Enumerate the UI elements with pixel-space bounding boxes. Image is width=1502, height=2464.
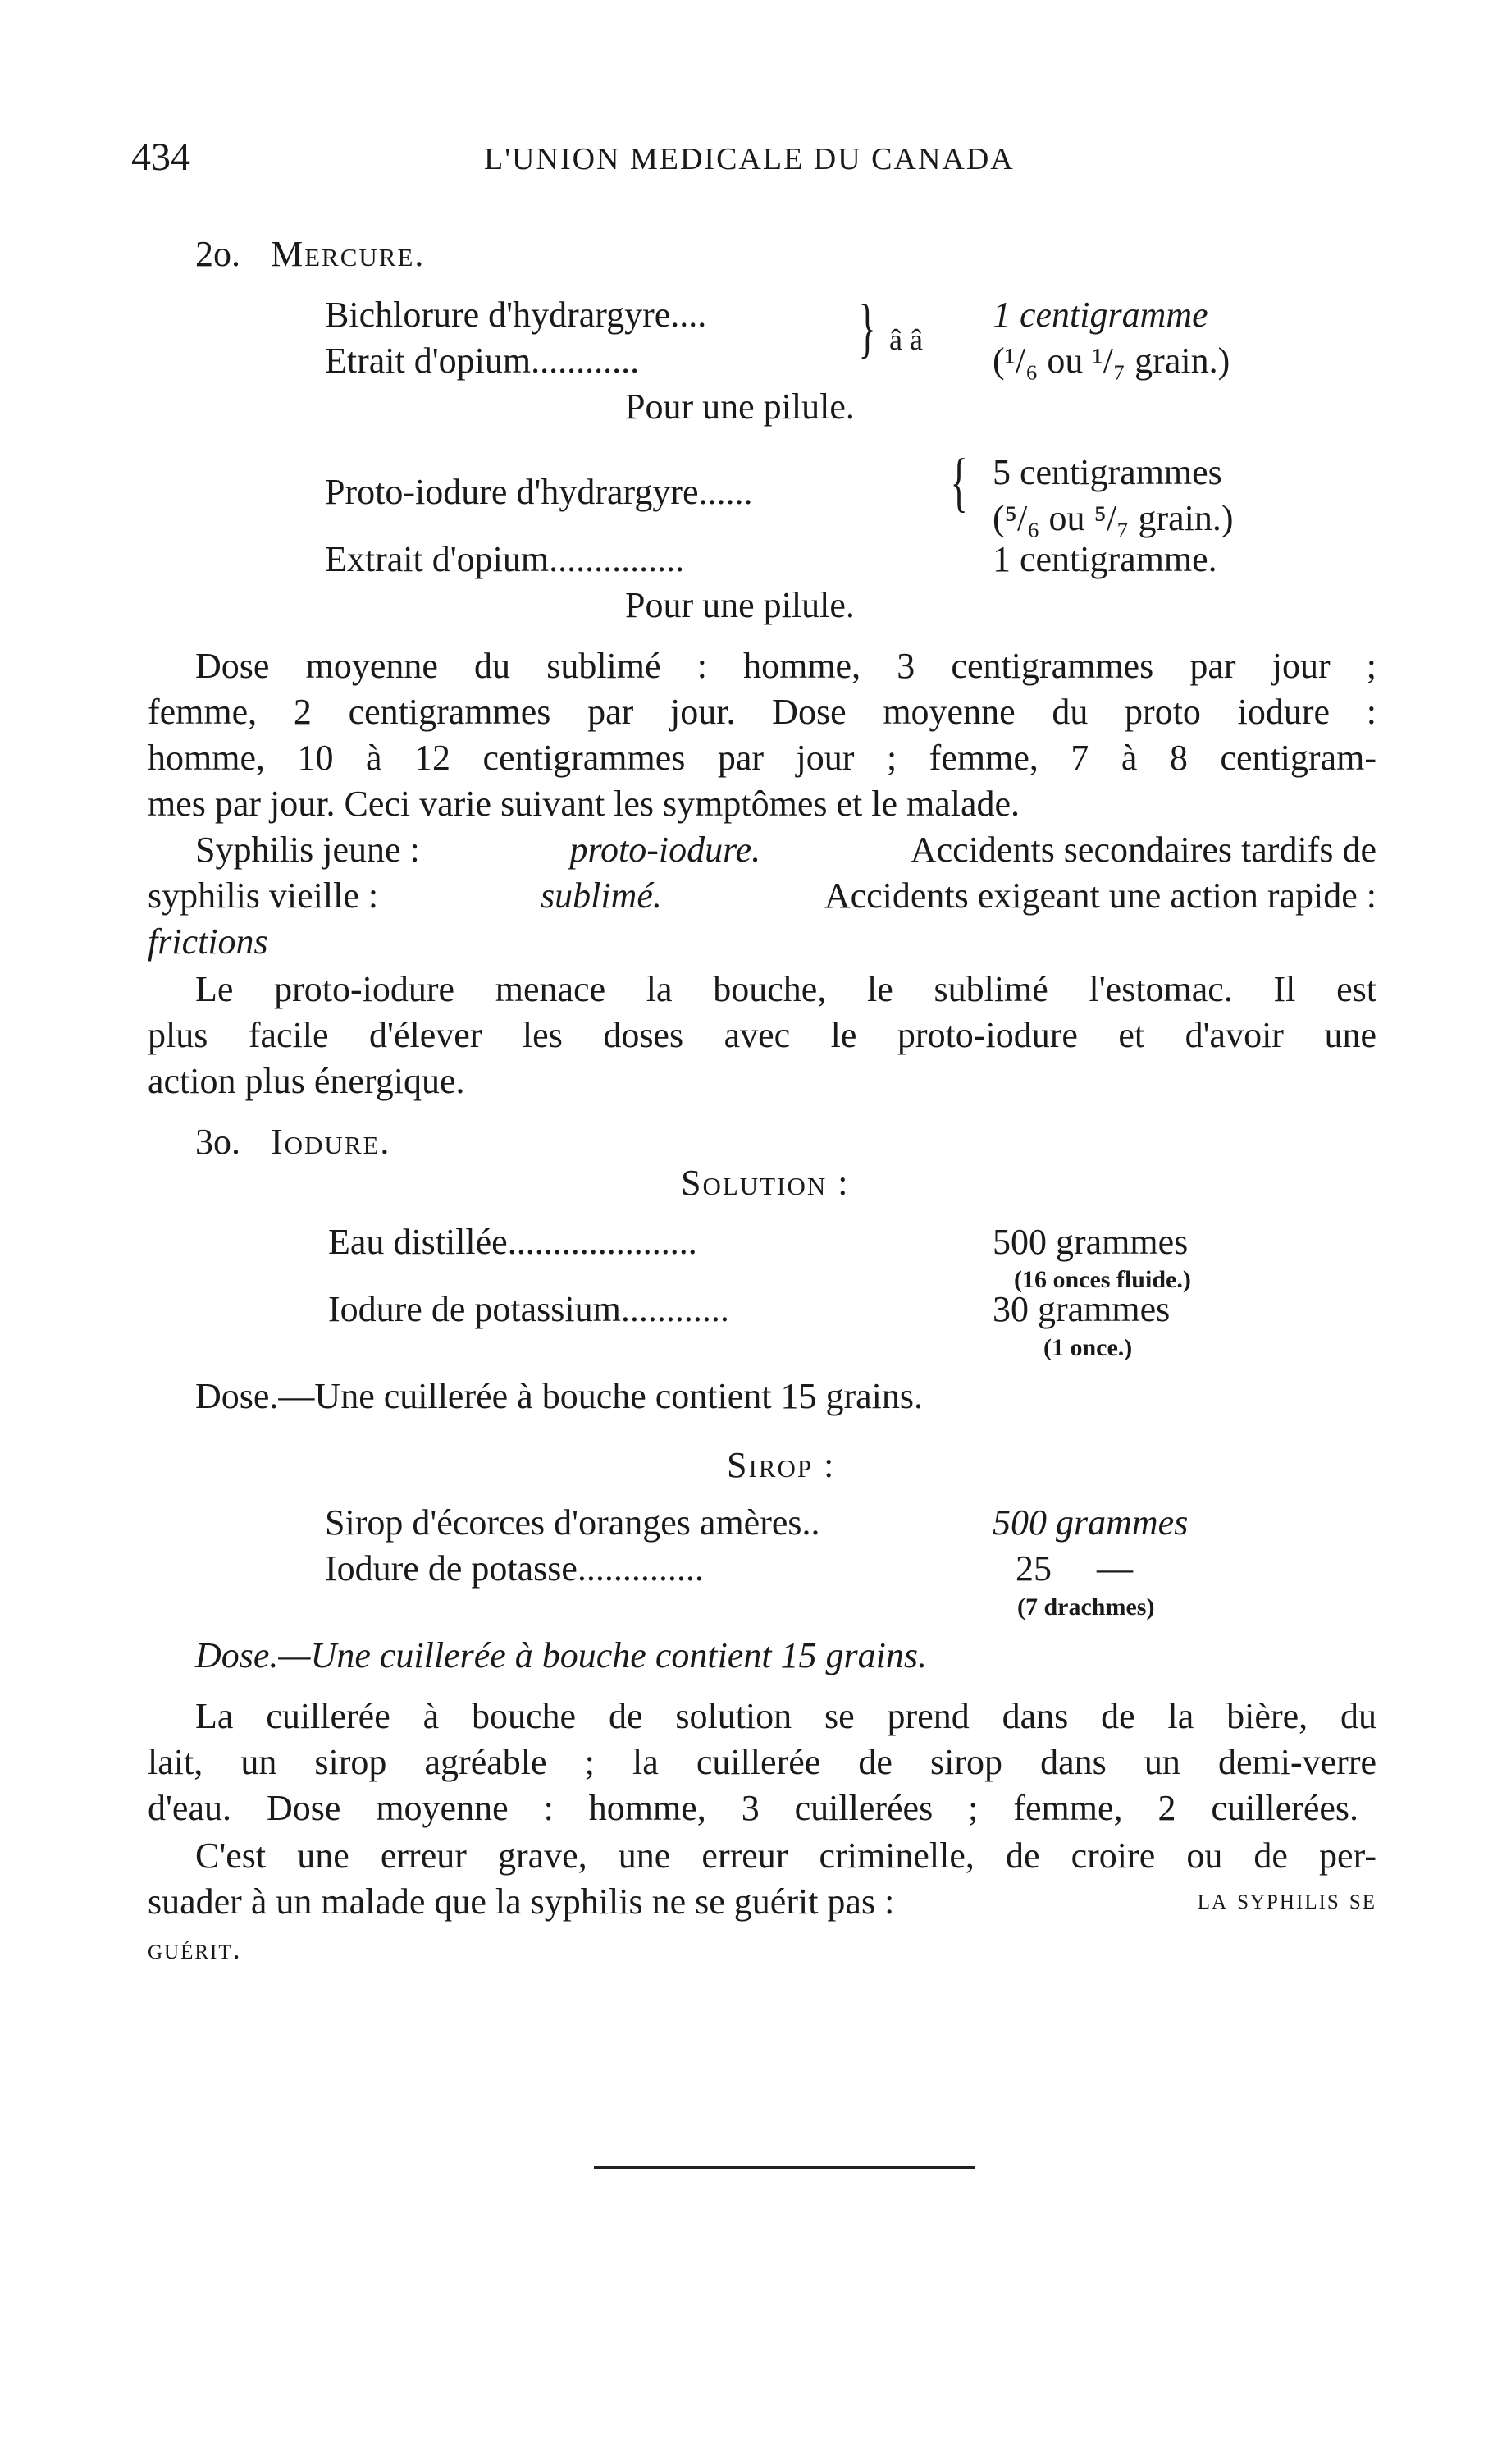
- para5-l2-b: la syphilis se: [1197, 1882, 1376, 1915]
- rx1-brace: }: [858, 292, 876, 364]
- sirop-title: Sirop :: [727, 1445, 836, 1485]
- para1-line4: mes par jour. Ceci varie suivant les symptômes et le malade.: [148, 784, 1020, 824]
- para2-l1-b: proto-iodure.: [569, 830, 761, 870]
- sirop-dose: Dose.—Une cuillerée à bouche contient 15 grains.: [195, 1635, 928, 1675]
- solution-kI-qty: 30 grammes: [993, 1289, 1171, 1329]
- para1-line3: homme, 10 à 12 centigrammes par jour ; femme, 7 à 8 centigram-: [148, 738, 1376, 778]
- rx2-line1-qty-a: 5 centigrammes: [993, 452, 1222, 492]
- rx2-brace: {: [950, 446, 968, 519]
- para1-line1: Dose moyenne du sublimé : homme, 3 centigrammes par jour ;: [195, 646, 1376, 686]
- solution-dose: Dose.—Une cuillerée à bouche contient 15 grains.: [195, 1376, 924, 1416]
- rx2-note: Pour une pilule.: [625, 585, 855, 625]
- rx1-line1-name: Bichlorure d'hydrargyre....: [325, 295, 707, 335]
- closing-rule: [594, 2166, 975, 2169]
- sirop-l1-qty: 500 grammes: [993, 1502, 1189, 1543]
- solution-kI-name: Iodure de potassium............: [328, 1289, 729, 1329]
- sirop-l2-name: Iodure de potasse..............: [325, 1548, 704, 1589]
- para2-l2-c: Accidents exigeant une action rapide :: [824, 875, 1376, 916]
- rx1-qty2: (¹/₆ ou ¹/₇ grain.): [993, 341, 1230, 381]
- para5-line1: C'est une erreur grave, une erreur criminelle, de croire ou de per-: [195, 1835, 1376, 1876]
- solution-eau-name: Eau distillée.....................: [328, 1222, 697, 1262]
- para2-l1-a: Syphilis jeune :: [195, 830, 420, 870]
- solution-eau-qty: 500 grammes: [993, 1222, 1189, 1262]
- para2-line1: [195, 832, 1376, 868]
- page-number: 434: [131, 135, 190, 179]
- solution-kI-sub: (1 once.): [1043, 1334, 1133, 1361]
- section-heading-iodure: Iodure.: [271, 1122, 391, 1162]
- para2-line2: [148, 875, 1376, 916]
- para4-line3: d'eau. Dose moyenne : homme, 3 cuillerées ; femme, 2 cuillerées.: [148, 1788, 1358, 1828]
- solution-title: Solution :: [681, 1163, 850, 1203]
- rx1-aa: â â: [889, 323, 923, 356]
- para5-l2-a: suader à un malade que la syphilis ne se guérit pas :: [148, 1881, 895, 1922]
- para2-l2-b: sublimé.: [541, 875, 662, 916]
- running-title: L'UNION MEDICALE DU CANADA: [484, 142, 1015, 176]
- rx1-line2-name: Etrait d'opium............: [325, 341, 640, 381]
- section-number-mercure: 2o.: [195, 234, 240, 274]
- rx1-note: Pour une pilule.: [625, 386, 855, 427]
- rx2-line2-qty: 1 centigramme.: [993, 539, 1217, 579]
- para2-l1-c: Accidents secondaires tardifs de: [910, 830, 1376, 870]
- sirop-l2-sub: (7 drachmes): [1017, 1593, 1155, 1621]
- para3-line1: Le proto-iodure menace la bouche, le sublimé l'estomac. Il est: [195, 969, 1376, 1009]
- para4-line1: La cuillerée à bouche de solution se prend dans de la bière, du: [195, 1696, 1376, 1736]
- para3-line2: plus facile d'élever les doses avec le proto-iodure et d'avoir une: [148, 1015, 1376, 1055]
- para4-line2: lait, un sirop agréable ; la cuillerée de sirop dans un demi-verre: [148, 1742, 1376, 1782]
- sirop-l1-name: Sirop d'écorces d'oranges amères..: [325, 1502, 820, 1543]
- section-heading-mercure: Mercure.: [271, 234, 426, 274]
- rx2-line1-name: Proto-iodure d'hydrargyre......: [325, 472, 753, 512]
- para2-line3: frictions: [148, 921, 268, 962]
- rx1-qty1: 1 centigramme: [993, 295, 1208, 335]
- section-number-iodure: 3o.: [195, 1122, 240, 1162]
- para2-l2-a: syphilis vieille :: [148, 875, 379, 916]
- para5-line2: [148, 1881, 1376, 1922]
- solution-eau-sub: (16 onces fluide.): [1014, 1266, 1191, 1293]
- sirop-l2-qty: 25 —: [1016, 1548, 1133, 1589]
- rx2-line2-name: Extrait d'opium...............: [325, 539, 685, 579]
- rx2-line1-qty-b: (⁵/₆ ou ⁵/₇ grain.): [993, 498, 1234, 538]
- para3-line3: action plus énergique.: [148, 1061, 465, 1101]
- para1-line2: femme, 2 centigrammes par jour. Dose moyenne du proto iodure :: [148, 692, 1376, 732]
- para5-line3: guérit.: [148, 1932, 242, 1965]
